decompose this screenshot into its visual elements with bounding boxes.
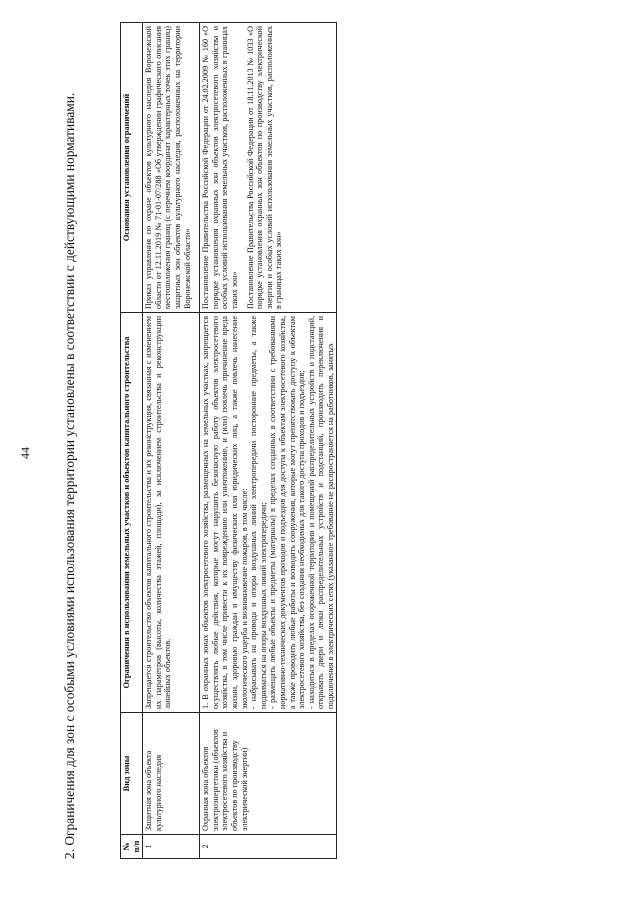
restriction-paragraph: 1. В охранных зонах объектов электросетевого хозяйства, размещенных на земельных участках, запрещается осуществлять любые действия, которые могут нарушить безопасную работу объектов электросетевого хозяйства, в том числе привести к их повреждению или уничтожению, и (или) повлечь причинение вреда жизни, здоровью граждан и имуществу физических или юридических лиц, а также повлечь нанесение экологического ущерба и возникновение пожаров, в том числе: [201,315,249,709]
table-header-row [121,22,143,858]
page-number: 44 [18,446,32,459]
restrictions-table [120,22,337,859]
restriction-item: - находиться в пределах огороженной территории и помещений распределительных устройств и подстанций, открывать двери и люки распределительных устройств и подстанций, производить переключения и подключения в электрических сетях (указанное требование не распространяется на работников, занятых [306,315,335,709]
basis-cell [143,22,200,312]
rotated-page-content [20,23,620,883]
basis-cell [200,22,337,312]
restriction-text: Запрещается строительство объектов капитального строительства и их реконструкция, связанная с изменением их параметров (высоты, количества этажей, площади), за исключением строительства и реконструкции линейных объектов. [143,312,200,712]
header-restrictions: Ограничения в использовании земельных участков и объектов капитального строительства [121,312,143,712]
basis-document: Приказ управления по охране объектов культурного наследия Воронежской области от 12.11.2019 № 71-01-07/288 «Об утверждении графического описания местоположения границ (с перечнем координат характерных точек этих границ) защитных зон объектов культурного наследия, расположенных на территории Воронежской области» [144,25,192,309]
section-heading: 2. Ограничения для зон с особыми условиями использования территории установлены в соответствии с действующими нормативами. [62,92,77,859]
basis-document: Постановление Правительства Российской Федерации от 24.02.2009 № 160 «О порядке установления охранных зон объектов электросетевого хозяйства и особых условий использования земельных участков, расположенных в границах таких зон» [201,25,239,309]
header-zone: Вид зоны [121,712,143,834]
table-row [200,22,337,858]
header-basis: Основания установления ограничений [121,22,143,312]
row-number: 2 [200,834,337,858]
basis-document: Постановление Правительства Российской Федерации от 18.11.2013 № 1033 «О порядке установления охранных зон объектов по производству электрической энергии и особых условий использования земельных участков, расположенных в границах таких зон» [245,25,284,309]
header-num: № п/п [121,834,143,858]
zone-type: Охранная зона объектов электроэнергетики (объектов электросетевого хозяйства и объектов по производству электрической энергии) [200,712,337,834]
restriction-item: - размещать любые объекты и предметы (материалы) в пределах созданных в соответствии с требованиями нормативно-технических документов проходов и подъездов для доступа к объектам электросетевого хозяйства, а также проводить любые работы и возводить сооружения, которые могут препятствовать доступу к объектам электросетевого хозяйства, без создания необходимых для такого доступа проходов и подъездов; [268,315,307,709]
restriction-cell [200,312,337,712]
restriction-item: - набрасывать на провода и опоры воздушных линий электропередачи посторонние предметы, а также подниматься на опоры воздушных линий электропередачи; [249,315,268,709]
table-row [143,22,200,858]
zone-type: Защитная зона объекта культурного наследия [143,712,200,834]
row-number: 1 [143,834,200,858]
